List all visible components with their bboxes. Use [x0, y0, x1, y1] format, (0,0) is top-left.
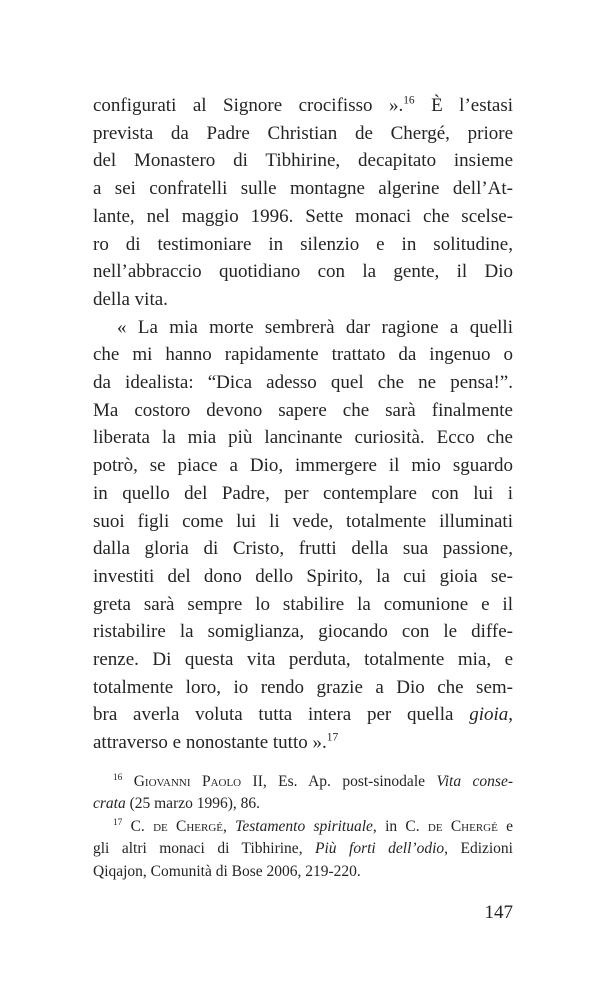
text-line: dalla gloria di Cristo, frutti della sua passione, — [93, 538, 513, 560]
footnote-17 — [93, 816, 513, 883]
text-line: della vita. — [93, 288, 168, 310]
footnote-reference: 16 — [113, 772, 123, 783]
text-line: a sei confratelli sulle montagne algerine dell’At- — [93, 178, 513, 200]
text-line: del Monastero di Tibhirine, decapitato insieme — [93, 150, 513, 172]
text-line: prevista da Padre Christian de Chergé, priore — [93, 122, 513, 144]
text-block — [93, 92, 513, 883]
text-line: da idealista: “Dica adesso quel che ne pensa!”. — [93, 372, 513, 394]
text-line: in quello del Padre, per contemplare con lui i — [93, 482, 513, 504]
footnote-reference: 17 — [113, 817, 123, 828]
text-line: $^{17}$ C. de Chergé, Testamento spirituale, in C. de Chergé e — [113, 817, 513, 835]
body-paragraphs — [93, 92, 513, 757]
text-line: liberata la mia più lancinante curiosità. Ecco che — [93, 427, 513, 449]
text-line: potrò, se piace a Dio, immergere il mio sguardo — [93, 455, 513, 477]
text-line: che mi hanno rapidamente trattato da ingenuo o — [93, 344, 513, 366]
paragraph-continuation — [93, 92, 513, 314]
text-line: crata (25 marzo 1996), 86. — [93, 795, 261, 813]
text-line: investiti del dono dello Spirito, la cui gioia se- — [93, 565, 513, 587]
text-line: Ma costoro devono sapere che sarà finalmente — [93, 399, 513, 421]
text-line: renze. Di questa vita perduta, totalmente mia, e — [93, 649, 513, 671]
text-line: gli altri monaci di Tibhirine, Più forti dell’odio, Edizioni — [93, 840, 513, 858]
text-line: lante, nel maggio 1996. Sette monaci che scelse- — [93, 205, 513, 227]
text-line: totalmente loro, io rendo grazie a Dio che sem- — [93, 676, 513, 698]
page-number: 147 — [484, 902, 513, 923]
text-line: « La mia morte sembrerà dar ragione a quelli — [117, 316, 513, 338]
text-line: greta sarà sempre lo stabilire la comunione e il — [93, 593, 513, 615]
footnote-16 — [93, 771, 513, 816]
text-line: ro di testimoniare in silenzio e in solitudine, — [93, 233, 513, 255]
text-line: nell’abbraccio quotidiano con la gente, il Dio — [93, 261, 513, 283]
text-line: attraverso e nonostante tutto ».$^{17}$ — [93, 731, 339, 754]
text-line: ristabilire la somiglianza, giocando con le diffe- — [93, 621, 513, 643]
paragraph-quote — [93, 314, 513, 757]
text-line: bra averla voluta tutta intera per quella gioia, — [93, 704, 513, 726]
footnotes — [93, 771, 513, 883]
text-line: suoi figli come lui li vede, totalmente illuminati — [93, 510, 513, 532]
text-line: $^{16}$ Giovanni Paolo II, Es. Ap. post-sinodale Vita conse- — [113, 772, 513, 790]
text-line: Qiqajon, Comunità di Bose 2006, 219-220. — [93, 862, 361, 880]
text-line: configurati al Signore crocifisso ».$^{16}$ È l’estasi — [93, 94, 513, 116]
footnote-reference: 16 — [403, 94, 415, 107]
footnote-reference: 17 — [326, 731, 339, 744]
